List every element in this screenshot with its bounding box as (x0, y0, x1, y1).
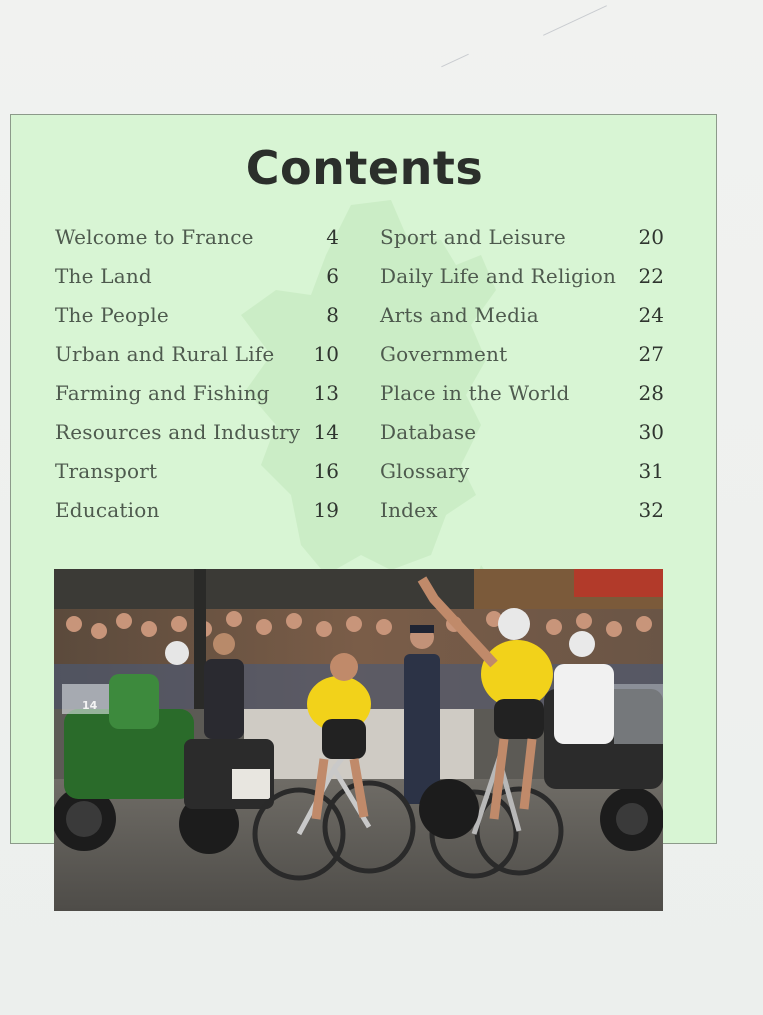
toc-entry-page: 22 (638, 264, 664, 288)
toc-entry-page: 30 (638, 420, 664, 444)
toc-entry-label: Welcome to France (55, 225, 254, 249)
toc-entry-page: 31 (638, 459, 664, 483)
toc-entry[interactable] (55, 381, 339, 420)
toc-entry-label: Place in the World (380, 381, 570, 405)
toc-entry[interactable] (380, 303, 664, 342)
toc-entry-page: 28 (638, 381, 664, 405)
toc-entry-page: 10 (313, 342, 339, 366)
toc-entry[interactable] (55, 420, 339, 459)
toc-entry-label: Resources and Industry (55, 420, 301, 444)
toc-entry-label: Urban and Rural Life (55, 342, 275, 366)
toc-entry[interactable] (380, 498, 664, 537)
toc-entry-page: 20 (638, 225, 664, 249)
toc-entry-page: 6 (326, 264, 339, 288)
toc-entry-page: 14 (313, 420, 339, 444)
toc-entry-label: Sport and Leisure (380, 225, 566, 249)
toc-entry-label: Government (380, 342, 508, 366)
toc-entry[interactable] (55, 498, 339, 537)
toc-entry[interactable] (380, 381, 664, 420)
toc-entry[interactable] (55, 342, 339, 381)
cycling-race-photo (54, 569, 663, 911)
bike-number-badge: 14 (82, 699, 98, 712)
toc-entry-label: Education (55, 498, 160, 522)
toc-entry-label: Daily Life and Religion (380, 264, 617, 288)
toc-entry-page: 24 (638, 303, 664, 327)
toc-entry-page: 32 (638, 498, 664, 522)
toc-entry-label: Arts and Media (380, 303, 539, 327)
toc-entry-page: 16 (313, 459, 339, 483)
toc-entry-label: The People (55, 303, 169, 327)
toc-right-column (380, 225, 664, 537)
toc-entry-page: 13 (313, 381, 339, 405)
toc-entry[interactable] (380, 459, 664, 498)
toc-entry[interactable] (55, 459, 339, 498)
toc-entry[interactable] (380, 342, 664, 381)
toc-entry-label: Glossary (380, 459, 470, 483)
toc-entry-label: Transport (55, 459, 158, 483)
toc-entry-page: 27 (638, 342, 664, 366)
toc-entry-page: 8 (326, 303, 339, 327)
photo-illustration (54, 569, 663, 911)
toc-entry-label: Index (380, 498, 438, 522)
toc-entry[interactable] (55, 225, 339, 264)
toc-left-column (55, 225, 339, 537)
toc-entry-page: 19 (313, 498, 339, 522)
toc-entry[interactable] (380, 420, 664, 459)
page-title: Contents (245, 141, 484, 195)
toc-entry-label: Database (380, 420, 477, 444)
toc-entry[interactable] (55, 303, 339, 342)
toc-entry-label: Farming and Fishing (55, 381, 270, 405)
toc-entry[interactable] (380, 225, 664, 264)
toc-entry-label: The Land (55, 264, 152, 288)
toc-entry[interactable] (55, 264, 339, 303)
toc-entry-page: 4 (326, 225, 339, 249)
toc-entry[interactable] (380, 264, 664, 303)
